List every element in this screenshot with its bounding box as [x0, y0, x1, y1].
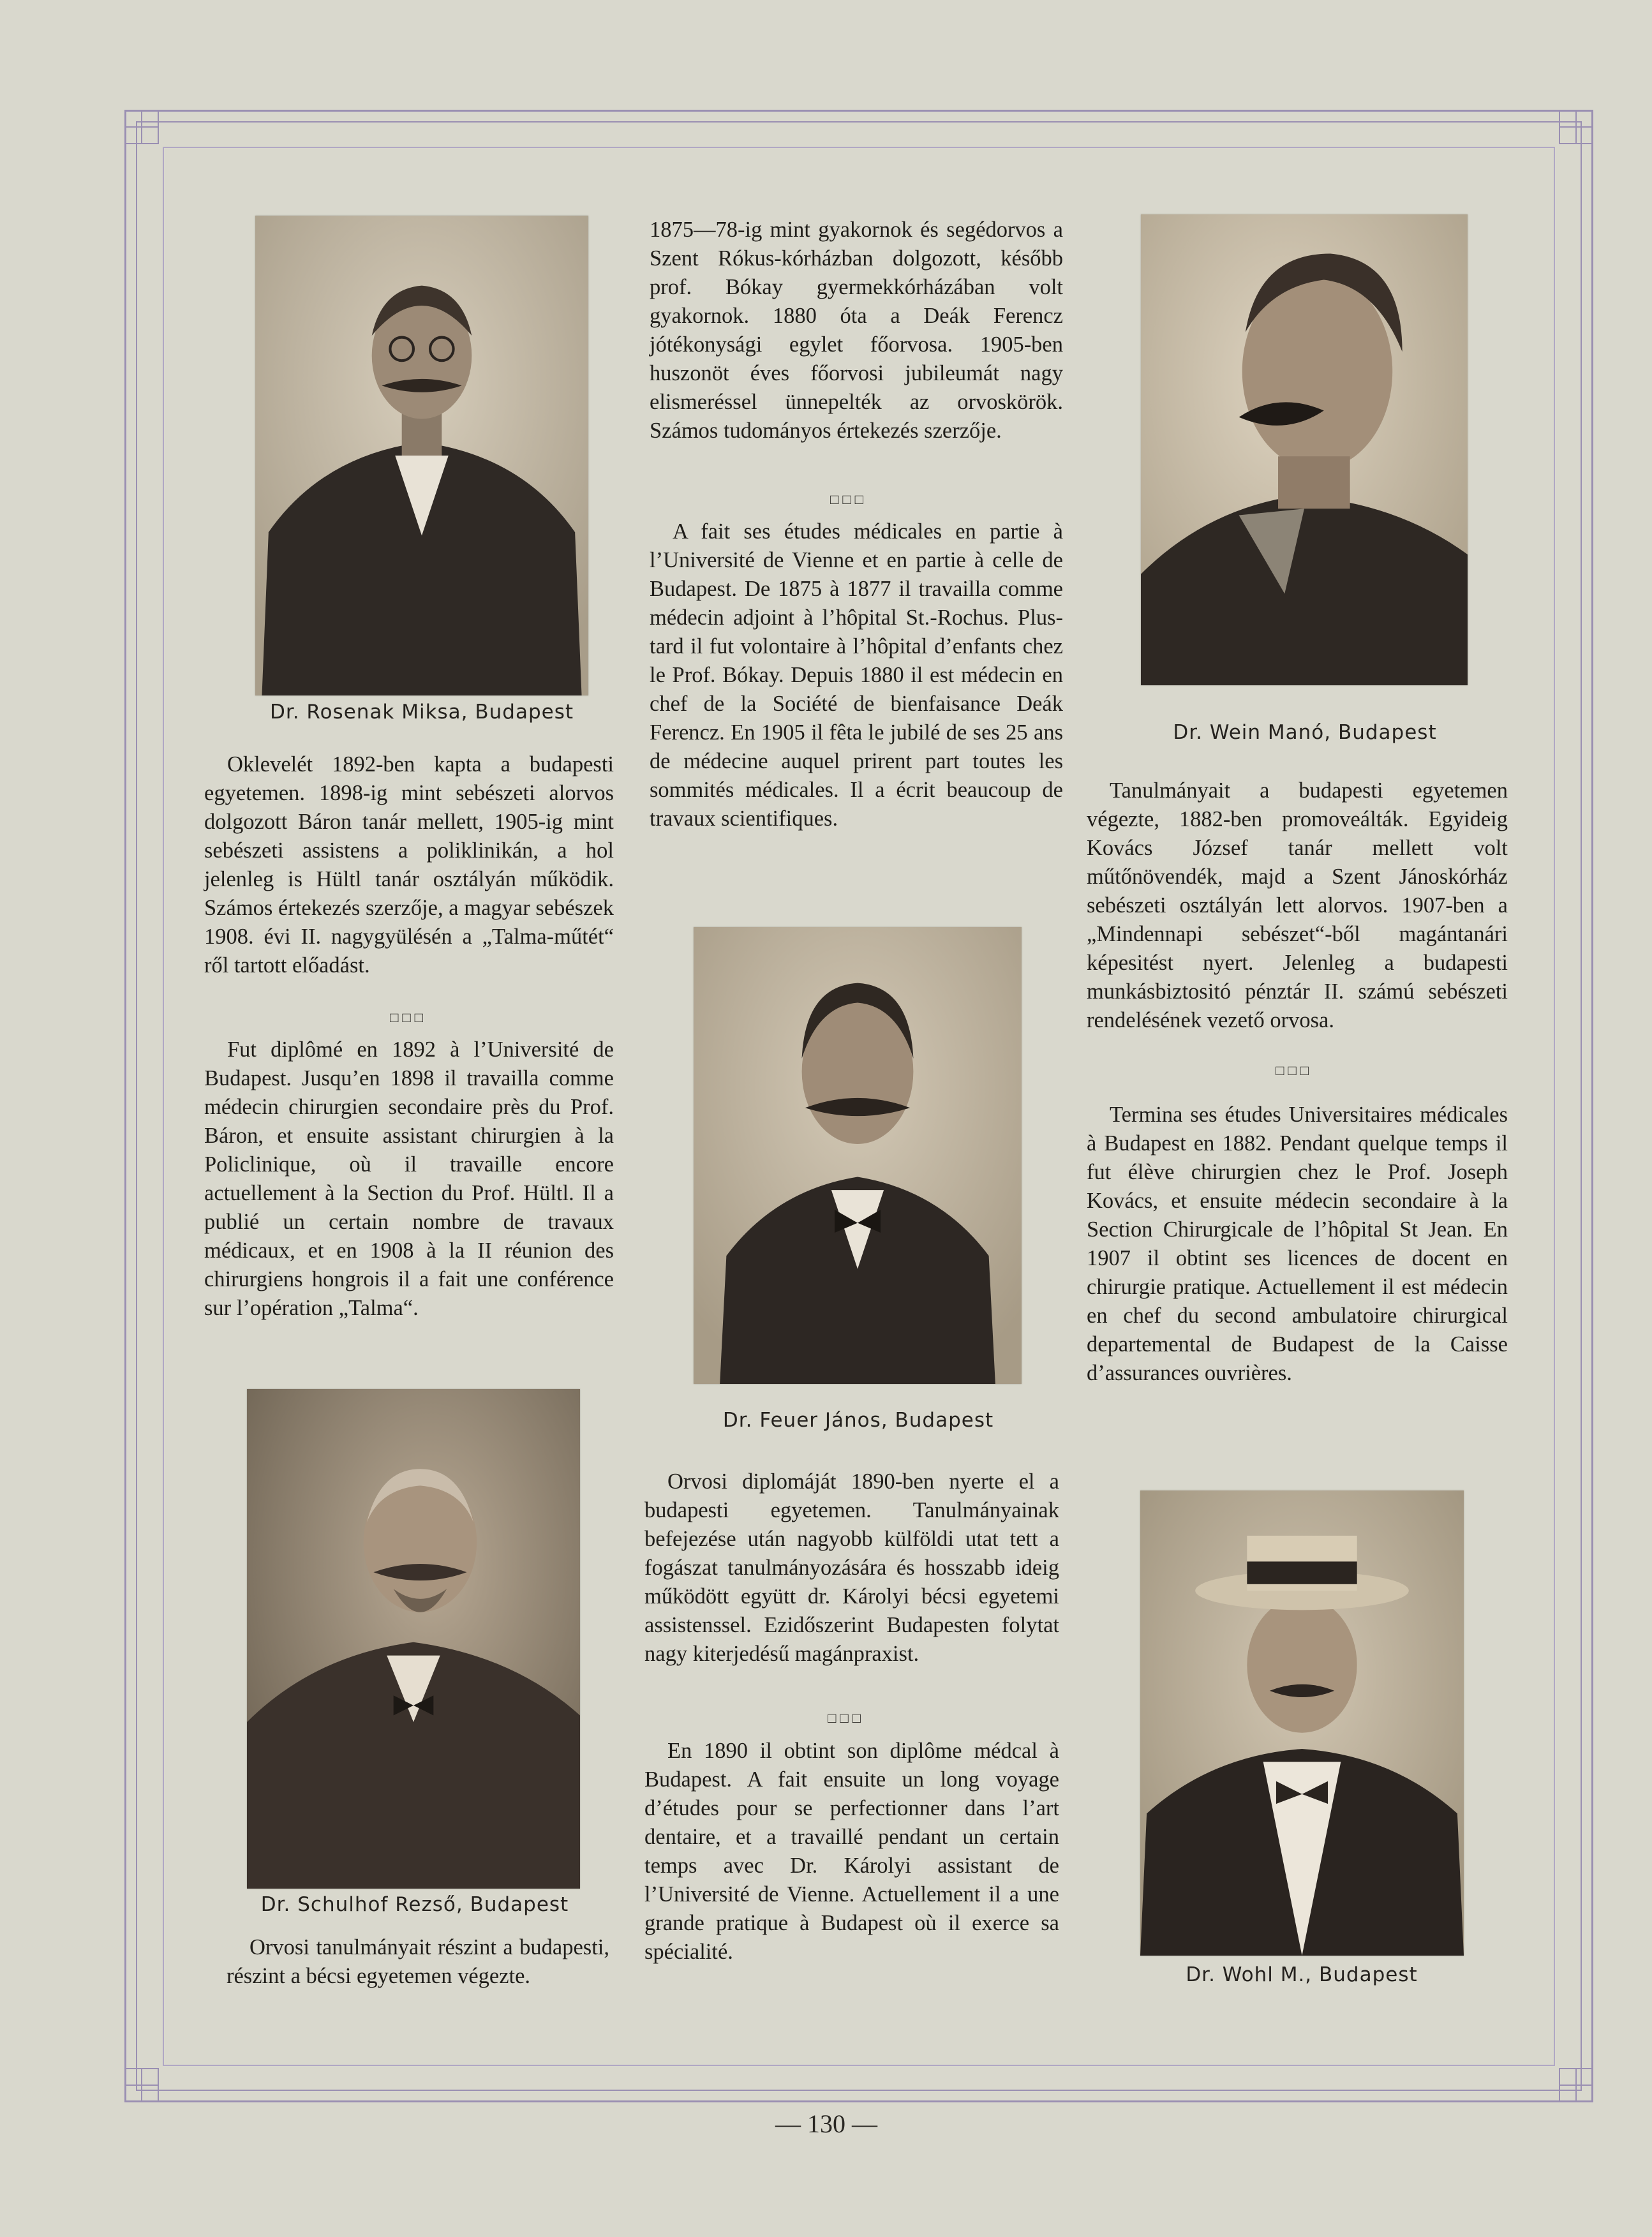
caption-wein: Dr. Wein Manó, Budapest: [1173, 721, 1437, 744]
portrait-feuer: [694, 927, 1022, 1384]
section-separator: □□□: [1276, 1062, 1313, 1078]
corner-ornament: [1559, 110, 1593, 144]
portrait-wohl: [1140, 1490, 1464, 1956]
bio-wein-hungarian: Tanulmányait a budapesti egyetemen végezte, 1882-ben promoveálták. Egyideig Kovács József tanár mellett volt műtőnövendék, majd a Szent Jánoskórház sebészeti osztályán lett alorvos. 1907-ben a „Mindennapi sebészet“-ből magántanári képesitést nyert. Jelenleg a budapesti munkásbiztositó pénztár II. számú sebészeti rendelésének vezető orvosa.: [1087, 778, 1508, 1032]
corner-ornament: [124, 110, 159, 144]
caption-rosenak: Dr. Rosenak Miksa, Budapest: [269, 701, 574, 724]
bio-feuer-hungarian: Orvosi diplomáját 1890-ben nyerte el a budapesti egyetemen. Tanulmányainak befejezése után nagyobb külföldi utat tett a fogászat tanulmányozására és hosszabb ideig működött együtt dr. Károlyi bécsi egyetemi assistenssel. Ezidőszerint Budapesten folytat nagy kiterjedésű magánpraxist.: [644, 1469, 1059, 1666]
page-number: — 130 —: [775, 2109, 877, 2138]
corner-ornament: [1559, 2068, 1593, 2102]
bio-schulhof-hungarian: Orvosi tanulmányait részint a budapesti, részint a bécsi egyetemen végezte.: [227, 1935, 609, 1988]
bio-rosenak-hungarian: Oklevelét 1892-ben kapta a budapesti egyetemen. 1898-ig mint sebészeti alorvos dolgozott Báron tanár mellett, 1905-ig mint sebészeti assistens a poliklinikán, a hol jelenleg is Hültl tanár osztályán működik. Számos értekezés szerzője, a magyar sebészek 1908. évi II. nagygyülésén a „Talma-műtét“ ről tartott előadást.: [204, 752, 614, 977]
bio-wein-french: Termina ses études Universitaires médicales à Budapest en 1882. Pendant quelque temps il fut élève chirurgien chez le Prof. Joseph Kovács, et ensuite médecin secondaire à la Section Chirurgicale de l’hôpital St Jean. En 1907 il obtint ses licences de docent en chirurgie pratique. Actuellement il est médecin en chef du second ambulatoire chirurgical departemental de Budapest de la Caisse d’assurances ouvrières.: [1087, 1103, 1508, 1385]
bio-rosenak-french: Fut diplômé en 1892 à l’Université de Budapest. Jusqu’en 1898 il travailla comme médecin chirurgien secondaire près du Prof. Báron, et ensuite assistant chirurgien à la Policlinique, où il travaille encore actuellement à la Section du Prof. Hültl. Il a publié un certain nombre de travaux médicaux, et en 1908 à la II réunion des chirurgiens hongrois il a fait une conférence sur l’opération „Talma“.: [204, 1037, 614, 1320]
section-separator: □□□: [830, 491, 867, 507]
portrait-rosenak: [255, 216, 588, 695]
bio-continued-hungarian: 1875—78-ig mint gyakornok és segédorvos a Szent Rókus-kórházban dolgozott, később prof. Bókay gyermekkórházában volt gyakornok. 1880 óta a Deák Ferencz jótékonysági egylet főorvosa. 1905-ben huszonöt éves főorvosi jubileumát nagy elismeréssel ünnepelték az orvoskörök. Számos tudományos értekezés szerzője.: [650, 218, 1063, 443]
portrait-schulhof: [247, 1389, 580, 1889]
section-separator: □□□: [828, 1710, 865, 1726]
portrait-wein: [1141, 214, 1468, 685]
caption-feuer: Dr. Feuer János, Budapest: [722, 1409, 994, 1432]
bio-continued-french: A fait ses études médicales en partie à l’Université de Vienne et en partie à celle de Budapest. De 1875 à 1877 il travailla comme médecin adjoint à l’hôpital St.-Rochus. Plus-tard il fut volontaire à l’hôpital d’enfants chez le Prof. Bókay. Depuis 1880 il est médecin en chef de la Société de bienfaisance Deák Ferencz. En 1905 il fêta le jubilé de ses 25 ans de médecine auquel prirent part toutes les sommités médicales. Il a écrit beaucoup de travaux scientifiques.: [650, 519, 1063, 831]
corner-ornament: [124, 2068, 159, 2102]
section-separator: □□□: [390, 1009, 427, 1025]
caption-schulhof: Dr. Schulhof Rezső, Budapest: [260, 1893, 569, 1916]
bio-feuer-french: En 1890 il obtint son diplôme médcal à Budapest. A fait ensuite un long voyage d’études pour se perfectionner dans l’art dentaire, et a travaillé pendant un certain temps avec Dr. Károlyi assistant de l’Université de Vienne. Actuellement il a une grande pratique à Budapest où il exerce sa spécialité.: [644, 1739, 1059, 1964]
caption-wohl: Dr. Wohl M., Budapest: [1186, 1963, 1418, 1986]
